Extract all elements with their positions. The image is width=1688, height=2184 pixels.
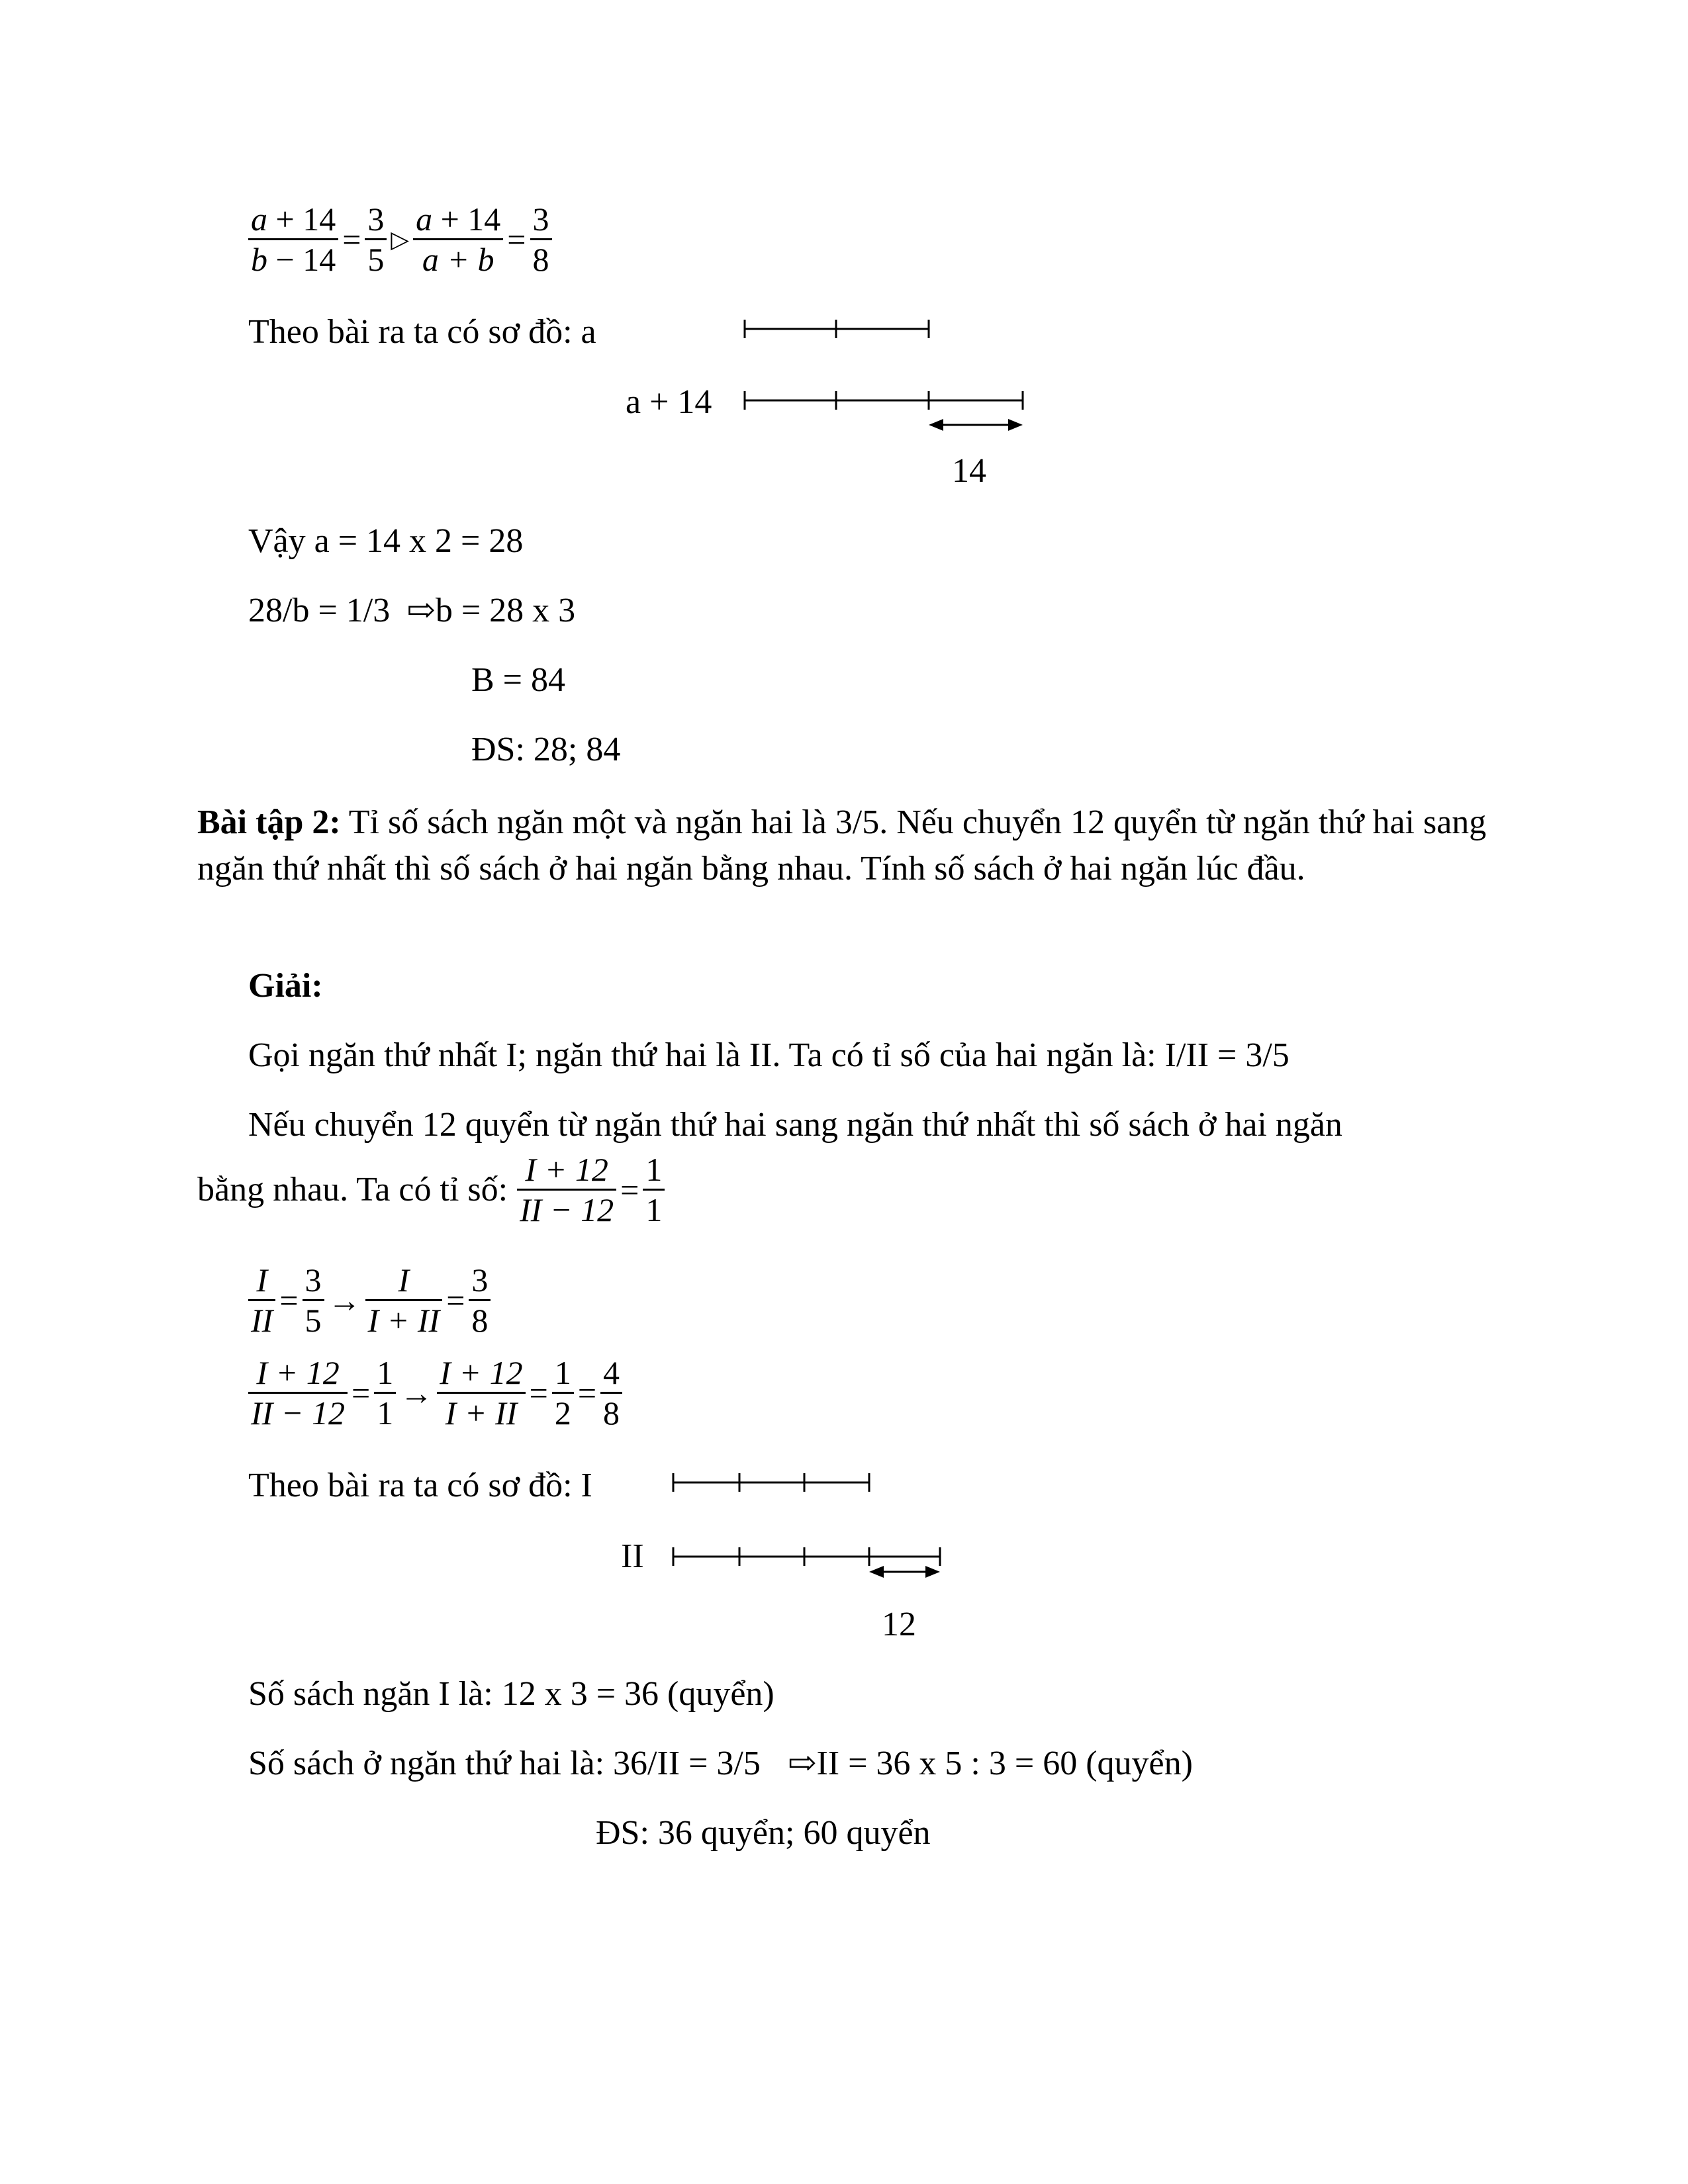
result-1-line-3: B = 84 bbox=[471, 661, 566, 699]
result-2-answer: ĐS: 36 quyển; 60 quyển bbox=[596, 1814, 931, 1852]
solution-heading: Giải: bbox=[248, 967, 323, 1005]
equation-2: $\frac{I}{II}$ = $\frac{3}{5}$ → $\frac{I}{I + II}$ = $\frac{3}{8}$ bbox=[248, 1261, 491, 1340]
equation-3: $\frac{I + 12}{II - 12}$ = $\frac{1}{1}$ → $\frac{I + 12}{I + II}$ = $\frac{1}{2}$ = $\frac{4}{8}$ bbox=[248, 1353, 622, 1432]
diagram-2-label-II: II bbox=[621, 1537, 644, 1575]
equation-1: $\frac{a + 14}{b - 14}$ = $\frac{3}{5}$ ▷ $\frac{a + 14}{a + b}$ = $\frac{3}{8}$ bbox=[248, 200, 552, 279]
exercise-2-title: Bài tập 2: bbox=[197, 803, 341, 841]
diagram-2-label-12: 12 bbox=[882, 1606, 916, 1643]
solution-p1: Gọi ngăn thứ nhất I; ngăn thứ hai là II. Ta có tỉ số của hai ngăn là: I/II = 3/5 bbox=[248, 1036, 1289, 1074]
implies-arrow-icon: ⇨ bbox=[787, 1745, 817, 1782]
diagram-1-label-14: 14 bbox=[952, 452, 986, 490]
exercise-2-text: Tỉ số sách ngăn một và ngăn hai là 3/5. Nếu chuyển 12 quyển từ ngăn thứ hai sang ngăn thứ nhất thì số sách ở hai ngăn bằng nhau. Tính số sách ở hai ngăn lúc đầu. bbox=[197, 803, 1487, 887]
right-arrow-icon: → bbox=[400, 1374, 434, 1412]
result-2-line-2: Số sách ở ngăn thứ hai là: 36/II = 3/5 ⇨II = 36 x 5 : 3 = 60 (quyển) bbox=[248, 1745, 1193, 1782]
arrow-left-icon bbox=[869, 1566, 884, 1578]
fraction-3-over-8: $\frac{3}{8}$ bbox=[530, 200, 552, 279]
implies-arrow-icon: ▷ bbox=[391, 226, 410, 253]
right-arrow-icon: → bbox=[328, 1281, 361, 1319]
result-1-line-2: 28/b = 1/3 ⇨b = 28 x 3 bbox=[248, 592, 576, 629]
diagram-1-label-a14: a + 14 bbox=[626, 383, 712, 421]
result-1-line-1: Vậy a = 14 x 2 = 28 bbox=[248, 522, 524, 560]
fraction-a14-over-b14: $\frac{a + 14}{b - 14}$ bbox=[248, 200, 338, 279]
diagram-2-lead: Theo bài ra ta có sơ đồ: I bbox=[248, 1467, 592, 1504]
solution-p2-line-1: Nếu chuyển 12 quyển từ ngăn thứ hai sang ngăn thứ nhất thì số sách ở hai ngăn bbox=[248, 1106, 1342, 1144]
implies-arrow-icon: ⇨ bbox=[406, 592, 436, 629]
fraction-a14-over-ab: $\frac{a + 14}{a + b}$ bbox=[413, 200, 503, 279]
fraction-3-over-5: $\frac{3}{5}$ bbox=[365, 200, 387, 279]
result-2-line-1: Số sách ngăn I là: 12 x 3 = 36 (quyển) bbox=[248, 1675, 774, 1713]
diagram-1-lead: Theo bài ra ta có sơ đồ: a bbox=[248, 313, 596, 351]
fraction-I12-over-II12: $\frac{I + 12}{II - 12}$ bbox=[517, 1150, 616, 1229]
fraction-1-over-1: $\frac{1}{1}$ bbox=[643, 1150, 665, 1229]
result-1-answer: ĐS: 28; 84 bbox=[471, 731, 621, 768]
solution-p2-line-2: bằng nhau. Ta có tỉ số: $\frac{I + 12}{II - 12}$ = $\frac{1}{1}$ bbox=[197, 1150, 665, 1229]
arrow-right-icon bbox=[925, 1566, 940, 1578]
